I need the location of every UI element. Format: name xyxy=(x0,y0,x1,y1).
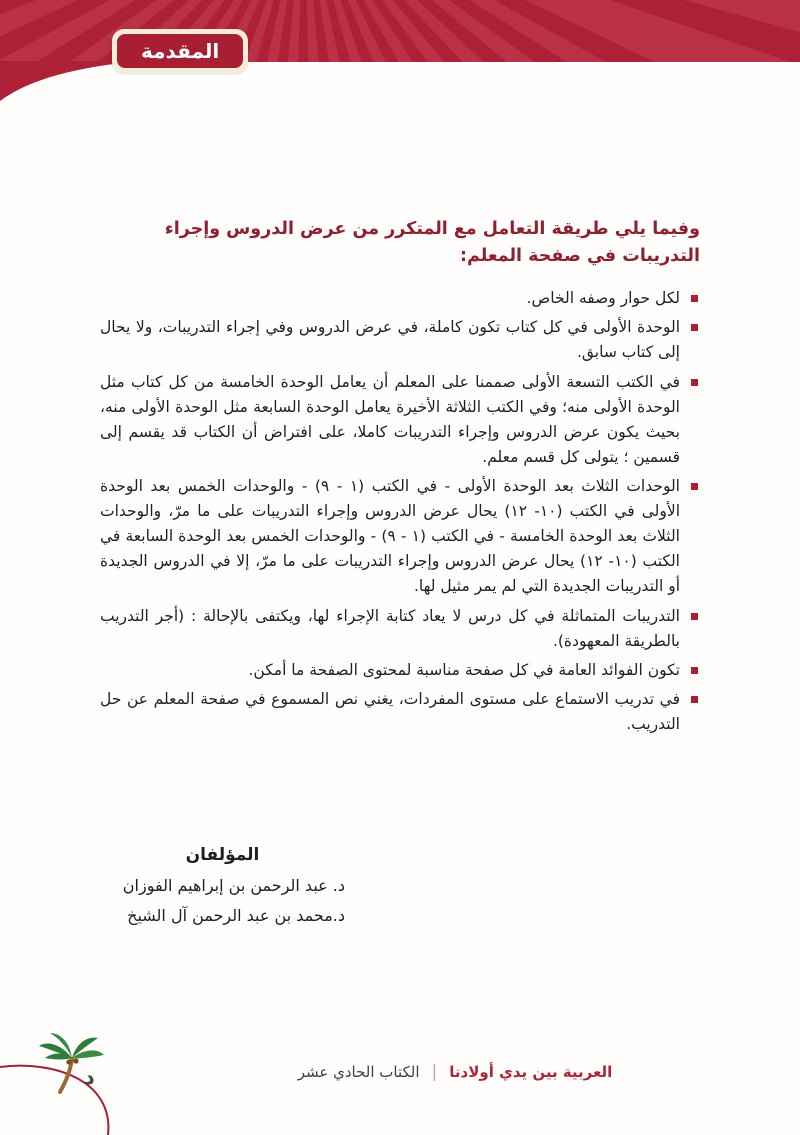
list-item-text: في الكتب التسعة الأولى صممنا على المعلم أن يعامل الوحدة الخامسة من كل كتاب مثل الوحدة الأولى منه؛ وفي الكتب الثلاثة الأخيرة يعامل الوحدة السابعة مثل الوحدة الأولى منه، بحيث يكون عرض الدروس وإجراء التدريبات كاملا، على افتراض أن الكتاب قد يقسم إلى قسمين ؛ يتولى كل قسم معلم. xyxy=(100,372,680,466)
bullet-square-icon xyxy=(691,483,698,490)
chapter-tab-inner xyxy=(117,34,243,68)
list-item xyxy=(100,474,700,600)
bullet-square-icon xyxy=(691,696,698,703)
list-item-text: لكل حوار وصفه الخاص. xyxy=(526,289,680,308)
list-item xyxy=(100,658,700,683)
footer xyxy=(150,1062,760,1082)
list-item xyxy=(100,604,700,654)
authors-block xyxy=(100,845,345,925)
author-name: د. عبد الرحمن بن إبراهيم الفوزان xyxy=(122,876,345,895)
page-number: د xyxy=(84,1065,95,1089)
series-title: العربية بين يدي أولادنا xyxy=(449,1063,613,1081)
chapter-tab-label: المقدمة xyxy=(141,39,220,63)
section-heading: وفيما يلي طريقة التعامل مع المتكرر من عرض الدروس وإجراء التدريبات في صفحة المعلم: xyxy=(164,219,700,267)
book-title: الكتاب الحادي عشر xyxy=(297,1063,420,1081)
author-name: د.محمد بن عبد الرحمن آل الشيخ xyxy=(127,906,345,925)
authors-title: المؤلفان xyxy=(185,845,260,865)
bullet-square-icon xyxy=(691,324,698,331)
list-item xyxy=(100,315,700,365)
list-item-text: في تدريب الاستماع على مستوى المفردات، يغني نص المسموع في صفحة المعلم عن حل التدريب. xyxy=(100,689,680,733)
footer-separator: | xyxy=(431,1062,438,1082)
bullet-square-icon xyxy=(691,379,698,386)
chapter-tab xyxy=(112,29,248,73)
notes-list xyxy=(100,286,700,737)
bullet-square-icon xyxy=(691,613,698,620)
bullet-square-icon xyxy=(691,667,698,674)
list-item-text: الوحدات الثلاث بعد الوحدة الأولى - في الكتب (١ - ٩) - والوحدات الخمس بعد الوحدة الأولى في الكتب (١٠- ١٢) يحال عرض الدروس وإجراء التدريبات على ما مرّ، والوحدات الثلاث بعد الوحدة الخامسة - في الكتب (١ - ٩) - والوحدات الخمس بعد الوحدة السابعة في الكتب (١٠- ١٢) يحال عرض الدروس وإجراء التدريبات على ما مرّ، إلا في الدروس الجديدة أو التدريبات الجديدة التي لم يمر مثيل لها. xyxy=(100,477,681,596)
bullet-square-icon xyxy=(691,295,698,302)
list-item-text: تكون الفوائد العامة في كل صفحة مناسبة لمحتوى الصفحة ما أمكن. xyxy=(248,660,680,679)
main-content xyxy=(100,216,700,741)
list-item-text: التدريبات المتماثلة في كل درس لا يعاد كتابة الإجراء لها، ويكتفى بالإحالة : (أجر التدريب بالطريقة المعهودة). xyxy=(100,606,680,650)
list-item xyxy=(100,370,700,470)
list-item xyxy=(100,687,700,737)
list-item xyxy=(100,286,700,311)
list-item-text: الوحدة الأولى في كل كتاب تكون كاملة، في عرض الدروس وفي إجراء التدريبات، ولا يحال إلى كتاب سابق. xyxy=(100,318,680,362)
page-corner xyxy=(0,1025,180,1135)
